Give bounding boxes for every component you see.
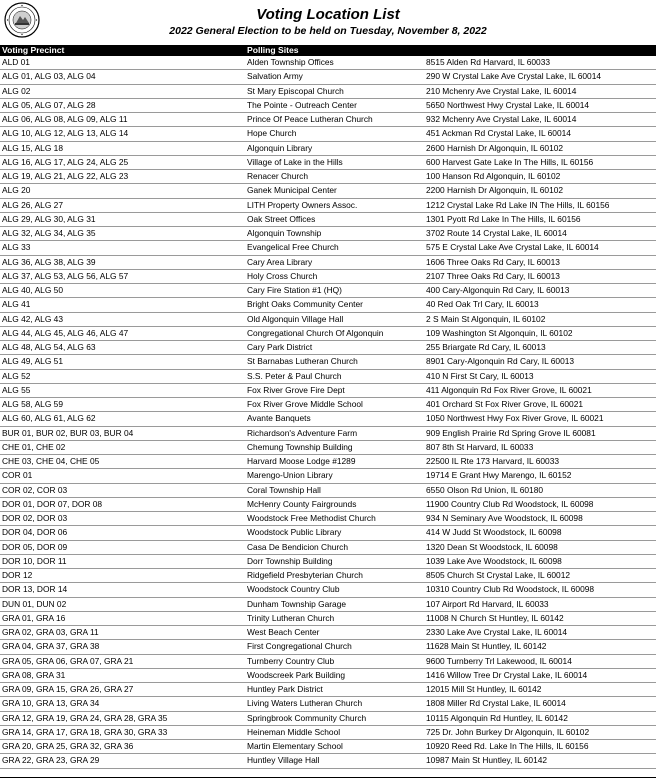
- polling-site-cell: Cary Park District: [247, 342, 313, 352]
- precinct-cell: GRA 02, GRA 03, GRA 11: [2, 627, 99, 637]
- precinct-cell: ALG 40, ALG 50: [2, 285, 63, 295]
- precinct-cell: GRA 04, GRA 37, GRA 38: [2, 641, 100, 652]
- precinct-cell: ALG 26, ALG 27: [2, 199, 63, 210]
- address-cell: 2 S Main St Algonquin, IL 60102: [426, 313, 546, 324]
- precinct-cell: ALG 52: [2, 370, 31, 381]
- table-row: [0, 455, 656, 469]
- table-row: [0, 113, 656, 127]
- polling-site-cell: Evangelical Free Church: [247, 242, 339, 253]
- table-row: [0, 683, 656, 697]
- polling-site-cell: McHenry County Fairgrounds: [247, 498, 357, 509]
- precinct-cell: ALD 01: [2, 57, 30, 67]
- precinct-cell: ALG 48, ALG 54, ALG 63: [2, 342, 96, 352]
- polling-site-cell: LITH Property Owners Assoc.: [247, 199, 358, 210]
- precinct-cell: DOR 12: [2, 570, 33, 580]
- address-cell: 400 Cary-Algonquin Rd Cary, IL 60013: [426, 285, 570, 295]
- precinct-cell: GRA 14, GRA 17, GRA 18, GRA 30, GRA 33: [2, 726, 168, 737]
- polling-site-cell: Woodstock Country Club: [247, 584, 340, 595]
- address-cell: 22500 IL Rte 173 Harvard, IL 60033: [426, 456, 560, 466]
- precinct-cell: ALG 58, ALG 59: [2, 399, 63, 409]
- polling-site-cell: Trinity Lutheran Church: [247, 612, 335, 623]
- polling-site-cell: West Beach Center: [247, 627, 320, 637]
- polling-site-cell: Huntley Village Hall: [247, 755, 320, 766]
- address-cell: 6550 Olson Rd Union, IL 60180: [426, 484, 544, 495]
- polling-site-cell: Turnberry Country Club: [247, 655, 335, 666]
- address-cell: 9600 Turnberry Trl Lakewood, IL 60014: [426, 655, 572, 666]
- precinct-cell: ALG 19, ALG 21, ALG 22, ALG 23: [2, 171, 129, 181]
- polling-site-cell: Oak Street Offices: [247, 213, 316, 224]
- polling-site-cell: Village of Lake in the Hills: [247, 156, 343, 167]
- polling-site-cell: Springbrook Community Church: [247, 712, 367, 723]
- table-row: [0, 156, 656, 170]
- precinct-cell: DOR 04, DOR 06: [2, 527, 68, 538]
- document-header: [0, 0, 656, 44]
- table-row: [0, 327, 656, 341]
- polling-site-cell: Woodstock Free Methodist Church: [247, 513, 376, 523]
- table-row: [0, 555, 656, 569]
- address-cell: 1808 Miller Rd Crystal Lake, IL 60014: [426, 698, 566, 709]
- address-cell: 10987 Main St Huntley, IL 60142: [426, 755, 548, 766]
- table-row: [0, 85, 656, 99]
- polling-site-cell: Casa De Bendicion Church: [247, 541, 349, 552]
- polling-site-cell: The Pointe - Outreach Center: [247, 99, 357, 110]
- precinct-cell: ALG 49, ALG 51: [2, 356, 63, 367]
- table-row: [0, 355, 656, 369]
- precinct-cell: ALG 33: [2, 242, 31, 253]
- address-cell: 255 Briargate Rd Cary, IL 60013: [426, 342, 546, 352]
- address-cell: 725 Dr. John Burkey Dr Algonquin, IL 60102: [426, 726, 590, 737]
- document-title: Voting Location List: [256, 6, 400, 23]
- address-cell: 909 English Prairie Rd Spring Grove IL 60081: [426, 427, 596, 438]
- polling-site-cell: Salvation Army: [247, 71, 303, 82]
- polling-site-cell: Prince Of Peace Lutheran Church: [247, 114, 373, 124]
- precinct-cell: ALG 05, ALG 07, ALG 28: [2, 99, 96, 110]
- precinct-cell: DOR 10, DOR 11: [2, 555, 67, 566]
- precinct-cell: ALG 10, ALG 12, ALG 13, ALG 14: [2, 128, 129, 139]
- polling-site-cell: Dunham Township Garage: [247, 598, 347, 609]
- polling-site-cell: Marengo-Union Library: [247, 470, 333, 481]
- address-cell: 1050 Northwest Hwy Fox River Grove, IL 60021: [426, 413, 604, 424]
- precinct-cell: ALG 06, ALG 08, ALG 09, ALG 11: [2, 114, 128, 124]
- address-cell: 1416 Willow Tree Dr Crystal Lake, IL 60014: [426, 669, 588, 680]
- polling-site-cell: St Barnabas Lutheran Church: [247, 356, 358, 367]
- precinct-cell: GRA 20, GRA 25, GRA 32, GRA 36: [2, 741, 134, 751]
- address-cell: 3702 Route 14 Crystal Lake, IL 60014: [426, 228, 567, 238]
- polling-site-cell: First Congregational Church: [247, 641, 352, 652]
- table-row: [0, 598, 656, 612]
- table-row: [0, 441, 656, 455]
- precinct-cell: GRA 09, GRA 15, GRA 26, GRA 27: [2, 684, 134, 694]
- polling-site-cell: Renacer Church: [247, 171, 308, 181]
- address-cell: 8901 Cary-Algonquin Rd Cary, IL 60013: [426, 356, 575, 367]
- address-cell: 411 Algonquin Rd Fox River Grove, IL 60021: [426, 384, 592, 395]
- table-row: [0, 612, 656, 626]
- address-cell: 2200 Harnish Dr Algonquin, IL 60102: [426, 185, 564, 196]
- address-cell: 1212 Crystal Lake Rd Lake IN The Hills, IL 60156: [426, 199, 610, 210]
- table-row: [0, 184, 656, 198]
- polling-site-cell: St Mary Episcopal Church: [247, 85, 344, 96]
- address-cell: 100 Hanson Rd Algonquin, IL 60102: [426, 171, 561, 181]
- address-cell: 2600 Harnish Dr Algonquin, IL 60102: [426, 142, 564, 153]
- precinct-cell: GRA 12, GRA 19, GRA 24, GRA 28, GRA 35: [2, 712, 168, 723]
- precinct-cell: GRA 22, GRA 23, GRA 29: [2, 755, 100, 766]
- table-row: [0, 227, 656, 241]
- table-row: [0, 469, 656, 483]
- table-row: [0, 370, 656, 384]
- table-row: [0, 655, 656, 669]
- table-header: [0, 45, 656, 56]
- address-cell: 10310 Country Club Rd Woodstock, IL 60098: [426, 584, 595, 595]
- table-row: [0, 754, 656, 768]
- precinct-cell: ALG 01, ALG 03, ALG 04: [2, 71, 96, 82]
- address-cell: 8515 Alden Rd Harvard, IL 60033: [426, 57, 551, 67]
- table-row: [0, 640, 656, 654]
- address-cell: 451 Ackman Rd Crystal Lake, IL 60014: [426, 128, 571, 139]
- polling-site-cell: Alden Township Offices: [247, 57, 334, 67]
- precinct-cell: ALG 29, ALG 30, ALG 31: [2, 213, 96, 224]
- table-row: [0, 526, 656, 540]
- polling-site-cell: Chemung Township Building: [247, 441, 353, 452]
- table-row: [0, 70, 656, 84]
- precinct-cell: DOR 05, DOR 09: [2, 541, 68, 552]
- table-row: [0, 56, 656, 70]
- polling-site-cell: S.S. Peter & Paul Church: [247, 370, 342, 381]
- polling-site-cell: Ganek Municipal Center: [247, 185, 337, 196]
- precinct-cell: GRA 05, GRA 06, GRA 07, GRA 21: [2, 655, 134, 666]
- polling-site-cell: Harvard Moose Lodge #1289: [247, 456, 356, 466]
- polling-site-cell: Dorr Township Building: [247, 555, 333, 566]
- table-row: [0, 569, 656, 583]
- table-row: [0, 341, 656, 355]
- table-row: [0, 127, 656, 141]
- table-row: [0, 256, 656, 270]
- precinct-cell: ALG 15, ALG 18: [2, 142, 63, 153]
- address-cell: 5650 Northwest Hwy Crystal Lake, IL 60014: [426, 99, 590, 110]
- table-row: [0, 541, 656, 555]
- table-row: [0, 170, 656, 184]
- polling-site-cell: Bright Oaks Community Center: [247, 299, 363, 310]
- table-row: [0, 512, 656, 526]
- polling-site-cell: Fox River Grove Fire Dept: [247, 384, 345, 395]
- table-row: [0, 726, 656, 740]
- precinct-cell: GRA 10, GRA 13, GRA 34: [2, 698, 100, 709]
- table-row: [0, 669, 656, 683]
- polling-site-cell: Avante Banquets: [247, 413, 311, 424]
- precinct-cell: GRA 01, GRA 16: [2, 612, 66, 623]
- address-cell: 401 Orchard St Fox River Grove, IL 60021: [426, 399, 584, 409]
- precinct-cell: DOR 13, DOR 14: [2, 584, 68, 595]
- bottom-rule: [0, 777, 656, 778]
- table-row: [0, 199, 656, 213]
- table-row: [0, 626, 656, 640]
- address-cell: 10920 Reed Rd. Lake In The Hills, IL 60156: [426, 741, 589, 751]
- polling-site-cell: Heineman Middle School: [247, 726, 341, 737]
- address-cell: 10115 Algonquin Rd Huntley, IL 60142: [426, 712, 568, 723]
- address-cell: 600 Harvest Gate Lake In The Hills, IL 60156: [426, 156, 594, 167]
- polling-site-cell: Richardson's Adventure Farm: [247, 427, 358, 438]
- precinct-cell: BUR 01, BUR 02, BUR 03, BUR 04: [2, 427, 134, 438]
- polling-site-cell: Algonquin Library: [247, 142, 313, 153]
- address-cell: 575 E Crystal Lake Ave Crystal Lake, IL 60014: [426, 242, 599, 253]
- address-cell: 932 Mchenry Ave Crystal Lake, IL 60014: [426, 114, 577, 124]
- precinct-cell: ALG 60, ALG 61, ALG 62: [2, 413, 96, 424]
- address-cell: 2107 Three Oaks Rd Cary, IL 60013: [426, 270, 560, 281]
- polling-site-cell: Living Waters Lutheran Church: [247, 698, 363, 709]
- polling-site-cell: Holy Cross Church: [247, 270, 318, 281]
- address-cell: 11900 Country Club Rd Woodstock, IL 60098: [426, 498, 594, 509]
- polling-site-cell: Old Algonquin Village Hall: [247, 313, 344, 324]
- precinct-cell: ALG 44, ALG 45, ALG 46, ALG 47: [2, 327, 129, 338]
- address-cell: 109 Washington St Algonquin, IL 60102: [426, 327, 573, 338]
- address-cell: 210 Mchenry Ave Crystal Lake, IL 60014: [426, 85, 577, 96]
- polling-site-cell: Congregational Church Of Algonquin: [247, 327, 384, 338]
- polling-site-cell: Fox River Grove Middle School: [247, 399, 363, 409]
- table-row: [0, 398, 656, 412]
- table-row: [0, 498, 656, 512]
- document-subtitle: 2022 General Election to be held on Tuesday, November 8, 2022: [169, 25, 487, 37]
- polling-site-cell: Ridgefield Presbyterian Church: [247, 570, 363, 580]
- precinct-cell: COR 02, COR 03: [2, 484, 68, 495]
- table-row: [0, 412, 656, 426]
- address-cell: 11628 Main St Huntley, IL 60142: [426, 641, 547, 652]
- precinct-cell: ALG 42, ALG 43: [2, 313, 63, 324]
- address-cell: 410 N First St Cary, IL 60013: [426, 370, 534, 381]
- address-cell: 12015 Mill St Huntley, IL 60142: [426, 684, 542, 694]
- precinct-cell: CHE 03, CHE 04, CHE 05: [2, 456, 100, 466]
- polling-site-cell: Huntley Park District: [247, 684, 323, 694]
- table-row: [0, 583, 656, 597]
- precinct-cell: ALG 20: [2, 185, 31, 196]
- precinct-cell: ALG 37, ALG 53, ALG 56, ALG 57: [2, 270, 129, 281]
- precinct-cell: DUN 01, DUN 02: [2, 598, 67, 609]
- table-row: [0, 313, 656, 327]
- precinct-cell: ALG 41: [2, 299, 31, 310]
- table-row: [0, 484, 656, 498]
- address-cell: 40 Red Oak Trl Cary, IL 60013: [426, 299, 539, 310]
- precinct-cell: DOR 02, DOR 03: [2, 513, 68, 523]
- table-row: [0, 142, 656, 156]
- precinct-cell: CHE 01, CHE 02: [2, 441, 66, 452]
- precinct-cell: DOR 01, DOR 07, DOR 08: [2, 498, 103, 509]
- precinct-cell: ALG 36, ALG 38, ALG 39: [2, 256, 96, 267]
- table-row: [0, 384, 656, 398]
- polling-site-cell: Hope Church: [247, 128, 297, 139]
- address-cell: 934 N Seminary Ave Woodstock, IL 60098: [426, 513, 583, 523]
- table-row: [0, 712, 656, 726]
- table-row: [0, 697, 656, 711]
- address-cell: 1301 Pyott Rd Lake In The Hills, IL 60156: [426, 213, 581, 224]
- precinct-cell: GRA 08, GRA 31: [2, 669, 66, 680]
- voting-location-table: [0, 56, 656, 769]
- polling-site-cell: Cary Area Library: [247, 256, 313, 267]
- table-row: [0, 298, 656, 312]
- address-cell: 107 Airport Rd Harvard, IL 60033: [426, 598, 549, 609]
- column-header-voting-precinct: Voting Precinct: [2, 45, 65, 55]
- precinct-cell: ALG 32, ALG 34, ALG 35: [2, 228, 96, 238]
- address-cell: 807 8th St Harvard, IL 60033: [426, 441, 534, 452]
- polling-site-cell: Cary Fire Station #1 (HQ): [247, 285, 342, 295]
- precinct-cell: ALG 55: [2, 384, 31, 395]
- precinct-cell: COR 01: [2, 470, 33, 481]
- precinct-cell: ALG 02: [2, 85, 31, 96]
- table-row: [0, 427, 656, 441]
- table-row: [0, 270, 656, 284]
- address-cell: 2330 Lake Ave Crystal Lake, IL 60014: [426, 627, 568, 637]
- column-header-polling-sites: Polling Sites: [247, 45, 299, 55]
- address-cell: 11008 N Church St Huntley, IL 60142: [426, 612, 564, 623]
- polling-site-cell: Woodstock Public Library: [247, 527, 342, 538]
- address-cell: 1606 Three Oaks Rd Cary, IL 60013: [426, 256, 560, 267]
- address-cell: 8505 Church St Crystal Lake, IL 60012: [426, 570, 571, 580]
- polling-site-cell: Woodscreek Park Building: [247, 669, 346, 680]
- address-cell: 414 W Judd St Woodstock, IL 60098: [426, 527, 562, 538]
- table-row: [0, 241, 656, 255]
- address-cell: 19714 E Grant Hwy Marengo, IL 60152: [426, 470, 572, 481]
- address-cell: 290 W Crystal Lake Ave Crystal Lake, IL 60014: [426, 71, 602, 82]
- polling-site-cell: Martin Elementary School: [247, 741, 343, 751]
- table-row: [0, 740, 656, 754]
- table-row: [0, 213, 656, 227]
- table-row: [0, 284, 656, 298]
- polling-site-cell: Coral Township Hall: [247, 484, 321, 495]
- address-cell: 1320 Dean St Woodstock, IL 60098: [426, 541, 558, 552]
- polling-site-cell: Algonquin Township: [247, 228, 322, 238]
- table-row: [0, 99, 656, 113]
- precinct-cell: ALG 16, ALG 17, ALG 24, ALG 25: [2, 156, 129, 167]
- address-cell: 1039 Lake Ave Woodstock, IL 60098: [426, 555, 562, 566]
